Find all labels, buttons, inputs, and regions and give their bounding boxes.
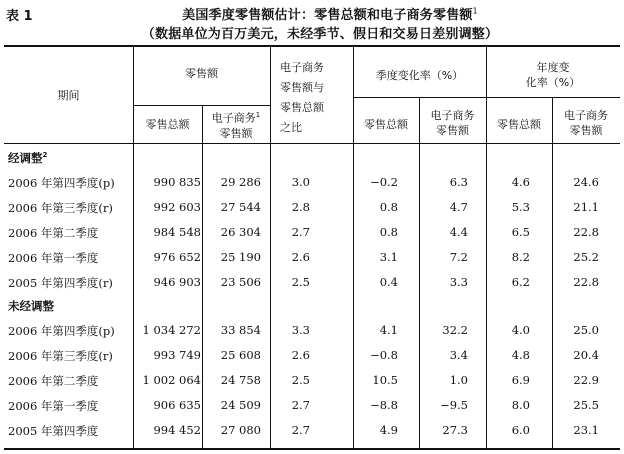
table-title-text: 美国季度零售额估计：零售总额和电子商务零售额 bbox=[182, 8, 473, 23]
header-retail-ecom-line2: 零售额 bbox=[219, 126, 253, 140]
ecom-footnote-mark: 1 bbox=[255, 111, 261, 119]
cell-yoy-ecom: 20.4 bbox=[573, 348, 599, 362]
row-period: 2005 年第四季度(r) bbox=[8, 276, 113, 290]
cell-qoq-ecom: 4.7 bbox=[449, 200, 468, 214]
cell-yoy-total: 5.3 bbox=[511, 200, 530, 214]
cell-qoq-total: 3.1 bbox=[379, 250, 398, 264]
bottom-rule bbox=[4, 448, 620, 450]
header-ratio-line1: 电子商务 bbox=[280, 61, 324, 74]
table-row bbox=[0, 348, 624, 370]
row-period: 2005 年第四季度 bbox=[8, 424, 99, 438]
table-row bbox=[0, 250, 624, 272]
header-yoy-line1: 年度变 bbox=[536, 61, 570, 74]
cell-yoy-total: 4.6 bbox=[511, 175, 530, 189]
cell-ecom-ratio: 2.6 bbox=[291, 348, 310, 362]
cell-yoy-total: 4.0 bbox=[511, 323, 530, 337]
row-period: 2006 年第一季度 bbox=[8, 251, 99, 265]
cell-retail-ecom: 26 304 bbox=[220, 225, 261, 239]
cell-yoy-total: 6.2 bbox=[511, 275, 530, 289]
row-period: 2006 年第二季度 bbox=[8, 374, 99, 388]
header-qoq-ecom bbox=[419, 108, 486, 138]
cell-yoy-ecom: 22.8 bbox=[573, 225, 599, 239]
cell-yoy-ecom: 22.9 bbox=[573, 373, 599, 387]
table-label: 表 1 bbox=[6, 9, 33, 24]
cell-ecom-ratio: 2.7 bbox=[291, 398, 310, 412]
cell-ecom-ratio: 2.8 bbox=[291, 200, 310, 214]
header-yoy-line2: 化率（%） bbox=[525, 76, 581, 89]
cell-ecom-ratio: 3.3 bbox=[291, 323, 310, 337]
cell-retail-ecom: 27 544 bbox=[220, 200, 261, 214]
cell-yoy-ecom: 25.0 bbox=[573, 323, 599, 337]
cell-qoq-total: 4.1 bbox=[379, 323, 398, 337]
header-yoy-ecom-line2: 零售额 bbox=[569, 124, 603, 137]
table-row bbox=[0, 323, 624, 345]
header-qoq-ecom-line2: 零售额 bbox=[436, 124, 469, 137]
cell-qoq-total: 4.9 bbox=[379, 423, 398, 437]
header-qoq-ecom-line1: 电子商务 bbox=[430, 109, 475, 122]
header-bottom-rule bbox=[4, 143, 620, 144]
section-footnote-mark: 2 bbox=[42, 151, 48, 160]
cell-ecom-ratio: 2.6 bbox=[291, 250, 310, 264]
cell-retail-ecom: 27 080 bbox=[220, 423, 261, 437]
cell-yoy-ecom: 24.6 bbox=[573, 175, 599, 189]
cell-retail-ecom: 24 509 bbox=[220, 398, 261, 412]
cell-qoq-ecom: 3.4 bbox=[449, 348, 468, 362]
cell-retail-total: 976 652 bbox=[153, 250, 201, 264]
cell-retail-ecom: 33 854 bbox=[220, 323, 261, 337]
col-divider bbox=[419, 98, 420, 449]
cell-qoq-ecom: 3.3 bbox=[449, 275, 468, 289]
table-title bbox=[60, 4, 600, 23]
cell-qoq-ecom: −9.5 bbox=[440, 398, 468, 412]
table-row bbox=[0, 398, 624, 420]
cell-yoy-ecom: 21.1 bbox=[573, 200, 599, 214]
cell-retail-ecom: 23 506 bbox=[220, 275, 261, 289]
cell-qoq-total: 10.5 bbox=[372, 373, 398, 387]
col-divider bbox=[552, 98, 553, 449]
cell-qoq-ecom: 1.0 bbox=[449, 373, 468, 387]
cell-ecom-ratio: 2.5 bbox=[291, 275, 310, 289]
cell-ecom-ratio: 3.0 bbox=[291, 175, 310, 189]
cell-retail-ecom: 29 286 bbox=[220, 175, 261, 189]
header-qoq: 季度变化率（%） bbox=[375, 69, 464, 82]
cell-retail-total: 906 635 bbox=[153, 398, 201, 412]
header-retail-ecom-text: 电子商务 bbox=[211, 111, 256, 125]
cell-retail-total: 1 034 272 bbox=[142, 323, 201, 337]
cell-yoy-total: 4.8 bbox=[511, 348, 530, 362]
cell-yoy-total: 8.0 bbox=[511, 398, 530, 412]
cell-retail-total: 993 749 bbox=[153, 348, 201, 362]
section-title-adjusted bbox=[8, 150, 47, 166]
header-period: 期间 bbox=[57, 89, 80, 102]
table-row bbox=[0, 225, 624, 247]
header-retail-ecom bbox=[202, 108, 270, 141]
cell-retail-total: 994 452 bbox=[153, 423, 201, 437]
header-ratio-line2: 零售额与 bbox=[280, 81, 324, 94]
cell-qoq-ecom: 4.4 bbox=[449, 225, 468, 239]
cell-retail-total: 992 603 bbox=[153, 200, 201, 214]
header-ratio-line4: 之比 bbox=[280, 121, 302, 134]
cell-retail-total: 984 548 bbox=[153, 225, 201, 239]
cell-retail-total: 946 903 bbox=[153, 275, 201, 289]
cell-qoq-total: 0.8 bbox=[379, 225, 398, 239]
cell-qoq-ecom: 32.2 bbox=[442, 323, 468, 337]
table-row bbox=[0, 175, 624, 197]
header-yoy-ecom-line1: 电子商务 bbox=[564, 109, 608, 122]
cell-retail-total: 1 002 064 bbox=[142, 373, 201, 387]
section-title-text: 未经调整 bbox=[8, 299, 54, 313]
cell-yoy-ecom: 23.1 bbox=[573, 423, 599, 437]
cell-yoy-ecom: 25.5 bbox=[573, 398, 599, 412]
cell-retail-ecom: 25 608 bbox=[220, 348, 261, 362]
cell-qoq-total: −0.8 bbox=[370, 348, 398, 362]
cell-qoq-total: 0.8 bbox=[379, 200, 398, 214]
row-period: 2006 年第四季度(p) bbox=[8, 176, 115, 190]
header-ratio bbox=[270, 58, 353, 138]
table-row bbox=[0, 200, 624, 222]
header-qoq-total: 零售总额 bbox=[364, 118, 408, 131]
row-period: 2006 年第三季度(r) bbox=[8, 201, 113, 215]
row-period: 2006 年第一季度 bbox=[8, 399, 99, 413]
cell-ecom-ratio: 2.7 bbox=[291, 423, 310, 437]
table-row bbox=[0, 373, 624, 395]
cell-retail-ecom: 24 758 bbox=[220, 373, 261, 387]
cell-retail-ecom: 25 190 bbox=[220, 250, 261, 264]
cell-qoq-total: −0.2 bbox=[370, 175, 398, 189]
cell-yoy-ecom: 25.2 bbox=[573, 250, 599, 264]
cell-qoq-ecom: 27.3 bbox=[442, 423, 468, 437]
top-rule bbox=[4, 45, 620, 47]
title-footnote-mark: 1 bbox=[472, 6, 478, 16]
row-period: 2006 年第三季度(r) bbox=[8, 349, 113, 363]
header-yoy-total: 零售总额 bbox=[497, 118, 541, 131]
header-retail-ecom-line1 bbox=[202, 108, 270, 126]
cell-yoy-total: 6.9 bbox=[511, 373, 530, 387]
cell-qoq-ecom: 7.2 bbox=[449, 250, 468, 264]
header-retail: 零售额 bbox=[185, 67, 218, 80]
header-yoy-ecom bbox=[552, 108, 620, 138]
section-title-unadjusted bbox=[8, 298, 54, 314]
header-ratio-line3: 零售总额 bbox=[280, 101, 324, 114]
cell-ecom-ratio: 2.7 bbox=[291, 225, 310, 239]
cell-ecom-ratio: 2.5 bbox=[291, 373, 310, 387]
cell-qoq-total: 0.4 bbox=[379, 275, 398, 289]
row-period: 2006 年第二季度 bbox=[8, 226, 99, 240]
cell-qoq-ecom: 6.3 bbox=[449, 175, 468, 189]
section-title-text: 经调整 bbox=[8, 151, 43, 165]
cell-yoy-total: 8.2 bbox=[511, 250, 530, 264]
cell-yoy-total: 6.0 bbox=[511, 423, 530, 437]
row-period: 2006 年第四季度(p) bbox=[8, 324, 115, 338]
header-yoy bbox=[486, 60, 620, 90]
table-subtitle: （数据单位为百万美元，未经季节、假日和交易日差别调整） bbox=[141, 27, 499, 42]
table-row bbox=[0, 423, 624, 445]
cell-qoq-total: −8.8 bbox=[370, 398, 398, 412]
table-row bbox=[0, 275, 624, 297]
cell-yoy-total: 6.5 bbox=[511, 225, 530, 239]
cell-yoy-ecom: 22.8 bbox=[573, 275, 599, 289]
header-retail-total: 零售总额 bbox=[145, 118, 190, 131]
cell-retail-total: 990 835 bbox=[153, 175, 201, 189]
